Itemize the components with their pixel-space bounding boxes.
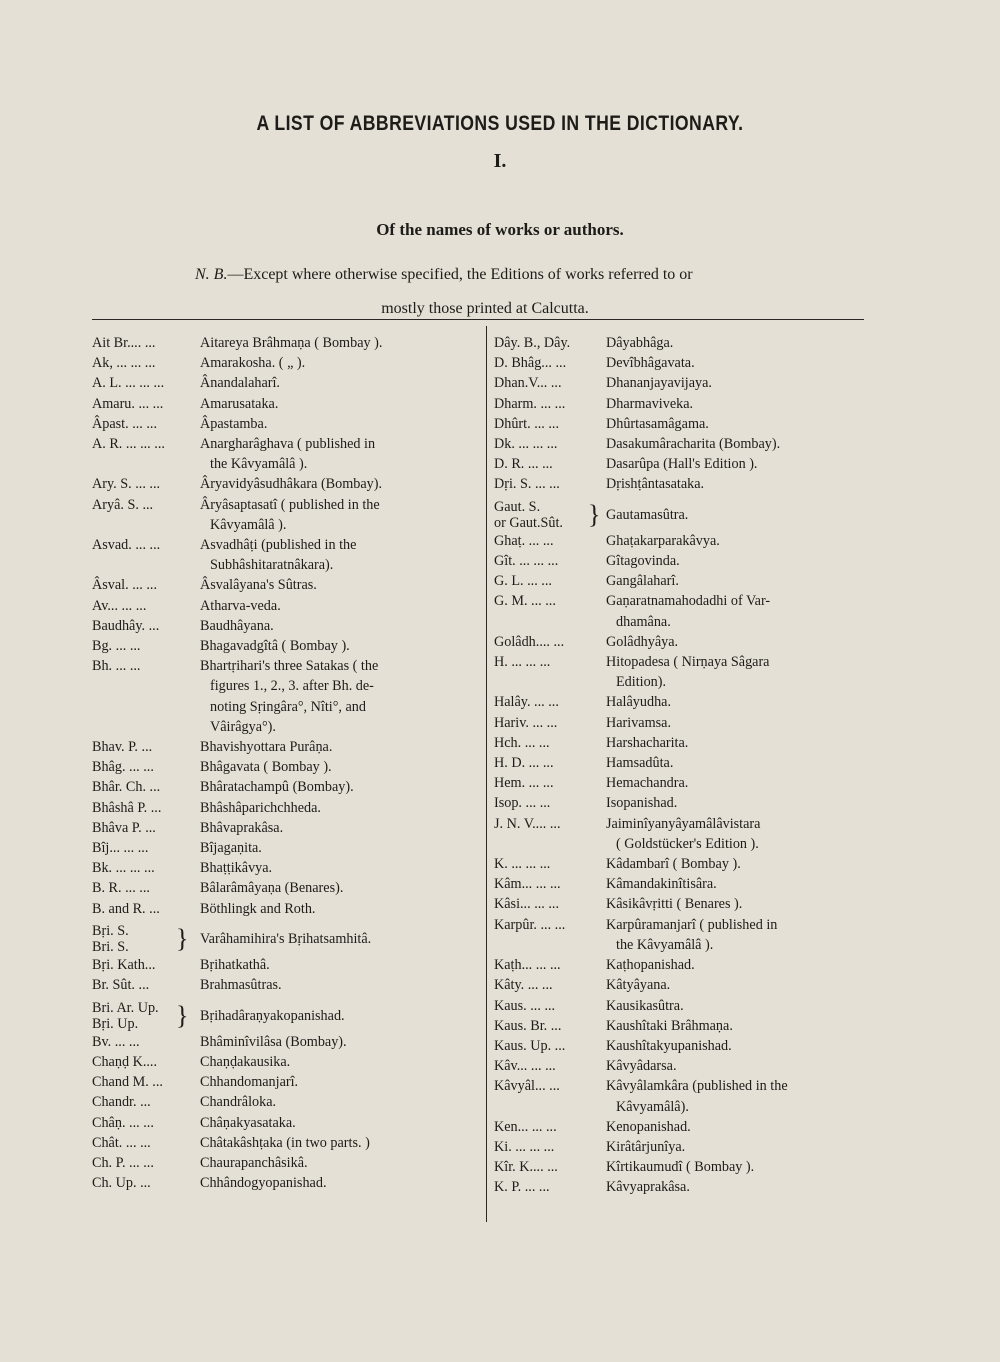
abbreviation-entry [494, 1076, 860, 1116]
expansion: Bhâshâparichchheda. [200, 799, 321, 816]
abbreviation-entry [92, 1032, 482, 1052]
abbreviation-entry [494, 499, 860, 531]
expansion: Kâvyâdarsa. [606, 1058, 677, 1075]
abbreviation-entry [494, 591, 860, 631]
abbreviation-entry [92, 474, 482, 494]
abbreviation: Chand M. ... [92, 1074, 163, 1091]
expansion: Bhaṭṭikâvya. [200, 860, 273, 877]
abbreviation: Bg. ... ... [92, 638, 141, 655]
abbreviation: Châṇ. ... ... [92, 1114, 154, 1131]
abbreviation: Dây. B., Dây. [494, 335, 571, 351]
abbreviation-entry [494, 1177, 860, 1197]
abbreviation-entry [92, 1000, 482, 1032]
abbreviation: Bh. ... ... [92, 658, 141, 675]
abbreviation-entry [494, 753, 860, 773]
abbreviation-entry [494, 531, 860, 551]
abbreviation: Ait Br.... ... [92, 335, 156, 351]
abbreviation: Kîr. K.... ... [494, 1159, 558, 1176]
expansion: Bṛihadâraṇyakopanishad. [200, 1007, 345, 1024]
expansion: Dâyabhâga. [606, 335, 674, 351]
expansion: Kîrtikaumudî ( Bombay ). [606, 1159, 755, 1176]
abbreviation-entry [494, 434, 860, 454]
left-column [92, 333, 482, 1193]
abbreviation: Kâty. ... ... [494, 977, 553, 994]
abbreviation: Bk. ... ... ... [92, 860, 155, 877]
expansion: Ghaṭakarparakâvya. [606, 532, 720, 549]
abbreviation-entry [92, 373, 482, 393]
abbreviation: Ch. P. ... ... [92, 1154, 154, 1171]
expansion: Hemachandra. [606, 775, 689, 792]
abbreviation-entry [92, 1113, 482, 1133]
abbreviation: Bîj... ... ... [92, 840, 149, 857]
abbreviation-entry [92, 575, 482, 595]
expansion: Kâvyaprakâsa. [606, 1179, 690, 1196]
abbreviation-entry [92, 636, 482, 656]
abbreviation: Bhâr. Ch. ... [92, 779, 161, 796]
abbreviation: Hch. ... ... [494, 734, 550, 751]
abbreviation-entry [494, 996, 860, 1016]
expansion: Dhananjayavijaya. [606, 375, 712, 392]
abbreviation: Isop. ... ... [494, 795, 551, 812]
expansion: Jaiminîyanyâyamâlâvistara ( Goldstücker's Edition ). [606, 815, 761, 852]
abbreviation-entry [494, 1157, 860, 1177]
abbreviation: Ch. Up. ... [92, 1175, 151, 1192]
expansion: Dasakumâracharita (Bombay). [606, 436, 781, 453]
abbreviation: Kaṭh... ... ... [494, 957, 561, 974]
expansion: Bhâratachampû (Bombay). [200, 779, 354, 796]
expansion: Harshacharita. [606, 734, 689, 751]
abbreviation: Hem. ... ... [494, 775, 554, 792]
abbreviation: Chandr. ... [92, 1094, 151, 1111]
abbreviation: Av... ... ... [92, 597, 147, 614]
expansion: Halâyudha. [606, 694, 672, 711]
abbreviation: Ary. S. ... ... [92, 476, 161, 493]
abbreviation-entry [92, 1072, 482, 1092]
expansion: Aitareya Brâhmaṇa ( Bombay ). [200, 335, 383, 351]
abbreviation-entry [92, 858, 482, 878]
header-rule [92, 319, 864, 320]
abbreviation-entry [92, 616, 482, 636]
abbreviation-entry [92, 737, 482, 757]
abbreviation-entry [494, 814, 860, 854]
expansion: Isopanishad. [606, 795, 678, 812]
abbreviation: Bṛi. S. Bri. S. [92, 922, 129, 955]
abbreviation: Gaut. S. or Gaut.Sût. [494, 498, 563, 531]
expansion: Kausikasûtra. [606, 997, 684, 1014]
expansion: Bhâgavata ( Bombay ). [200, 759, 332, 776]
abbreviation-entry [92, 975, 482, 995]
column-divider [486, 326, 487, 1222]
abbreviation-entry [92, 757, 482, 777]
abbreviation: Kaus. Up. ... [494, 1037, 566, 1054]
abbreviation-entry [494, 652, 860, 692]
expansion: Devîbhâgavata. [606, 355, 695, 372]
abbreviation: Gît. ... ... ... [494, 553, 559, 570]
abbreviation: Dṛi. S. ... ... [494, 476, 560, 493]
abbreviation-entry [494, 692, 860, 712]
abbreviation-entry [494, 1036, 860, 1056]
abbreviation: Kaus. ... ... [494, 997, 556, 1014]
abbreviation-entry [92, 923, 482, 955]
abbreviation: Bhâva P. ... [92, 819, 156, 836]
abbreviation-entry [92, 656, 482, 737]
abbreviation: Dhûrt. ... ... [494, 415, 560, 432]
abbreviation: D. R. ... ... [494, 456, 553, 473]
expansion: Gaṇaratnamahodadhi of Var- dhamâna. [606, 593, 771, 630]
abbreviation: A. L. ... ... ... [92, 375, 165, 392]
abbreviation: Baudhây. ... [92, 617, 160, 634]
expansion: Baudhâyana. [200, 617, 274, 634]
expansion: Dhûrtasamâgama. [606, 415, 709, 432]
expansion: Chhandomanjarî. [200, 1074, 299, 1091]
abbreviation: Golâdh.... ... [494, 633, 565, 650]
note-label: N. B. [195, 266, 228, 283]
abbreviation-entry [494, 394, 860, 414]
expansion: Âryavidyâsudhâkara (Bombay). [200, 476, 383, 493]
expansion: Atharva-veda. [200, 597, 281, 614]
abbreviation-entry [92, 394, 482, 414]
expansion: Hitopadesa ( Nirṇaya Sâgara Edition). [606, 654, 770, 691]
abbreviation: Bṛi. Kath... [92, 957, 156, 974]
abbreviation: Kâv... ... ... [494, 1058, 556, 1075]
expansion: Dṛishṭântasataka. [606, 476, 705, 493]
abbreviation: B. R. ... ... [92, 880, 150, 897]
abbreviation-entry [494, 373, 860, 393]
abbreviation: Bhav. P. ... [92, 739, 153, 756]
abbreviation-entry [92, 414, 482, 434]
abbreviation-entry [92, 899, 482, 919]
abbreviation-entry [494, 955, 860, 975]
abbreviation: Halây. ... ... [494, 694, 559, 711]
expansion: Bhavishyottara Purâṇa. [200, 739, 333, 756]
abbreviation: Kâvyâl... ... [494, 1078, 560, 1095]
abbreviation: H. ... ... ... [494, 654, 551, 671]
abbreviation: Kâsi... ... ... [494, 896, 560, 913]
expansion: Böthlingk and Roth. [200, 900, 316, 917]
abbreviation: A. R. ... ... ... [92, 436, 165, 453]
abbreviation-entry [494, 333, 860, 353]
abbreviation: Bhâshâ P. ... [92, 799, 162, 816]
abbreviation: Bhâg. ... ... [92, 759, 154, 776]
page-title: A LIST OF ABBREVIATIONS USED IN THE DICTIONARY. [256, 112, 744, 135]
section-subtitle: Of the names of works or authors. [376, 220, 624, 239]
abbreviation-entry [494, 1016, 860, 1036]
abbreviation-entry [494, 915, 860, 955]
abbreviation: Âsval. ... ... [92, 577, 158, 594]
abbreviation: Asvad. ... ... [92, 537, 161, 554]
expansion: Bhâvaprakâsa. [200, 819, 284, 836]
abbreviation: G. L. ... ... [494, 573, 552, 590]
expansion: Bîjagaṇita. [200, 840, 262, 857]
abbreviation-entry [494, 571, 860, 591]
abbreviation-entry [494, 454, 860, 474]
abbreviation: Dk. ... ... ... [494, 436, 558, 453]
abbreviation-entry [494, 713, 860, 733]
expansion: Gîtagovinda. [606, 553, 680, 570]
expansion: Chaṇḍakausika. [200, 1053, 291, 1070]
abbreviation: D. Bhâg... ... [494, 355, 567, 372]
right-column [494, 333, 860, 1198]
abbreviation-entry [494, 894, 860, 914]
expansion: Kâmandakinîtisâra. [606, 876, 717, 893]
abbreviation: Kâm... ... ... [494, 876, 561, 893]
expansion: Harivamsa. [606, 714, 672, 731]
expansion: Varâhamihira's Bṛihatsamhitâ. [200, 930, 372, 947]
abbreviation-entry [92, 878, 482, 898]
abbreviation-entry [494, 474, 860, 494]
expansion: Dasarûpa (Hall's Edition ). [606, 456, 758, 473]
abbreviation: Kaus. Br. ... [494, 1017, 562, 1034]
expansion: Amarusataka. [200, 395, 279, 412]
expansion: Bhagavadgîtâ ( Bombay ). [200, 638, 350, 655]
abbreviation: Dhan.V... ... [494, 375, 562, 392]
abbreviation-entry [92, 955, 482, 975]
abbreviation: Hariv. ... ... [494, 714, 558, 731]
expansion: Bhâminîvilâsa (Bombay). [200, 1033, 347, 1050]
abbreviation: H. D. ... ... [494, 755, 554, 772]
expansion: Gangâlaharî. [606, 573, 679, 590]
expansion: Kaushîtakyupanishad. [606, 1037, 732, 1054]
abbreviation-entry [92, 1153, 482, 1173]
abbreviation: K. ... ... ... [494, 856, 551, 873]
abbreviation: Aryâ. S. ... [92, 496, 154, 513]
abbreviation: Bv. ... ... [92, 1033, 140, 1050]
abbreviation-entry [494, 1137, 860, 1157]
abbreviation: Âpast. ... ... [92, 415, 158, 432]
expansion: Anargharâghava ( published in the Kâvyamâlâ ). [200, 436, 376, 473]
expansion: Ânandalaharî. [200, 375, 280, 392]
abbreviation-entry [92, 434, 482, 474]
expansion: Âryâsaptasatî ( published in the Kâvyamâlâ ). [200, 496, 380, 533]
abbreviation-entry [92, 777, 482, 797]
abbreviation-entry [92, 353, 482, 373]
abbreviation: Ak, ... ... ... [92, 355, 156, 372]
abbreviation: Ken... ... ... [494, 1118, 557, 1135]
abbreviation: Chaṇḍ K.... [92, 1053, 158, 1070]
abbreviation: Bri. Ar. Up. Bṛi. Up. [92, 999, 159, 1032]
note-line-1: —Except where otherwise specified, the Editions of works referred to or [227, 266, 693, 283]
abbreviation-entry [92, 798, 482, 818]
abbreviation-entry [92, 495, 482, 535]
abbreviation-entry [92, 596, 482, 616]
abbreviation-entry [494, 793, 860, 813]
expansion: Kaṭhopanishad. [606, 957, 695, 974]
abbreviation-entry [494, 551, 860, 571]
abbreviation-entry [92, 1092, 482, 1112]
expansion: Kâvyâlamkâra (published in the Kâvyamâlâ). [606, 1078, 788, 1115]
abbreviation-entry [494, 773, 860, 793]
abbreviation: Chât. ... ... [92, 1134, 151, 1151]
expansion: Amarakosha. ( „ ). [200, 355, 306, 372]
expansion: Âsvalâyana's Sûtras. [200, 577, 317, 594]
expansion: Bâlarâmâyaṇa (Benares). [200, 880, 344, 897]
expansion: Kâdambarî ( Bombay ). [606, 856, 741, 873]
abbreviation-entry [494, 874, 860, 894]
abbreviation-entry [92, 1052, 482, 1072]
expansion: Bhartṛihari's three Satakas ( the figures 1., 2., 3. after Bh. de- noting Sṛingâra°, Nîti°, and Vâirâgya°). [200, 658, 379, 735]
abbreviation-entry [494, 854, 860, 874]
expansion: Gautamasûtra. [606, 506, 689, 523]
abbreviation-entry [494, 414, 860, 434]
grouping-brace: } [588, 499, 601, 529]
abbreviation-entry [494, 1117, 860, 1137]
expansion: Hamsadûta. [606, 755, 674, 772]
expansion: Kirâtârjunîya. [606, 1138, 686, 1155]
abbreviation: J. N. V.... ... [494, 815, 561, 832]
abbreviation: B. and R. ... [92, 900, 160, 917]
section-number: I. [493, 150, 507, 172]
abbreviation: Ghaṭ. ... ... [494, 532, 554, 549]
abbreviation-entry [494, 632, 860, 652]
expansion: Chhândogyopanishad. [200, 1175, 327, 1192]
abbreviation-entry [92, 818, 482, 838]
expansion: Dharmaviveka. [606, 395, 694, 412]
expansion: Bṛihatkathâ. [200, 957, 270, 974]
expansion: Châṇakyasataka. [200, 1114, 296, 1131]
abbreviation-entry [494, 975, 860, 995]
expansion: Kaushîtaki Brâhmaṇa. [606, 1017, 733, 1034]
abbreviation-entry [494, 353, 860, 373]
abbreviation-entry [494, 1056, 860, 1076]
expansion: Brahmasûtras. [200, 977, 282, 994]
abbreviation: Amaru. ... ... [92, 395, 164, 412]
expansion: Chaurapanchâsikâ. [200, 1154, 308, 1171]
abbreviation: Dharm. ... ... [494, 395, 566, 412]
expansion: Kâtyâyana. [606, 977, 671, 994]
abbreviation-entry [92, 333, 482, 353]
abbreviation: Br. Sût. ... [92, 977, 150, 994]
grouping-brace: } [176, 1000, 189, 1030]
abbreviation: Ki. ... ... ... [494, 1138, 555, 1155]
expansion: Golâdhyâya. [606, 633, 679, 650]
expansion: Kenopanishad. [606, 1118, 691, 1135]
expansion: Asvadhâṭi (published in the Subhâshitaratnâkara). [200, 537, 357, 574]
abbreviation-entry [92, 1133, 482, 1153]
abbreviation-entry [92, 838, 482, 858]
abbreviation-entry [494, 733, 860, 753]
expansion: Âpastamba. [200, 415, 268, 432]
abbreviation-entry [92, 1173, 482, 1193]
abbreviation: Karpûr. ... ... [494, 916, 566, 933]
abbreviation: K. P. ... ... [494, 1179, 550, 1196]
expansion: Châtakâshṭaka (in two parts. ) [200, 1134, 370, 1151]
abbreviation: G. M. ... ... [494, 593, 556, 610]
expansion: Kâsikâvṛitti ( Benares ). [606, 896, 743, 913]
expansion: Karpûramanjarî ( published in the Kâvyamâlâ ). [606, 916, 778, 953]
grouping-brace: } [176, 923, 189, 953]
note-line-2: mostly those printed at Calcutta. [381, 300, 589, 317]
abbreviation-entry [92, 535, 482, 575]
editorial-note [195, 258, 775, 326]
expansion: Chandrâloka. [200, 1094, 277, 1111]
